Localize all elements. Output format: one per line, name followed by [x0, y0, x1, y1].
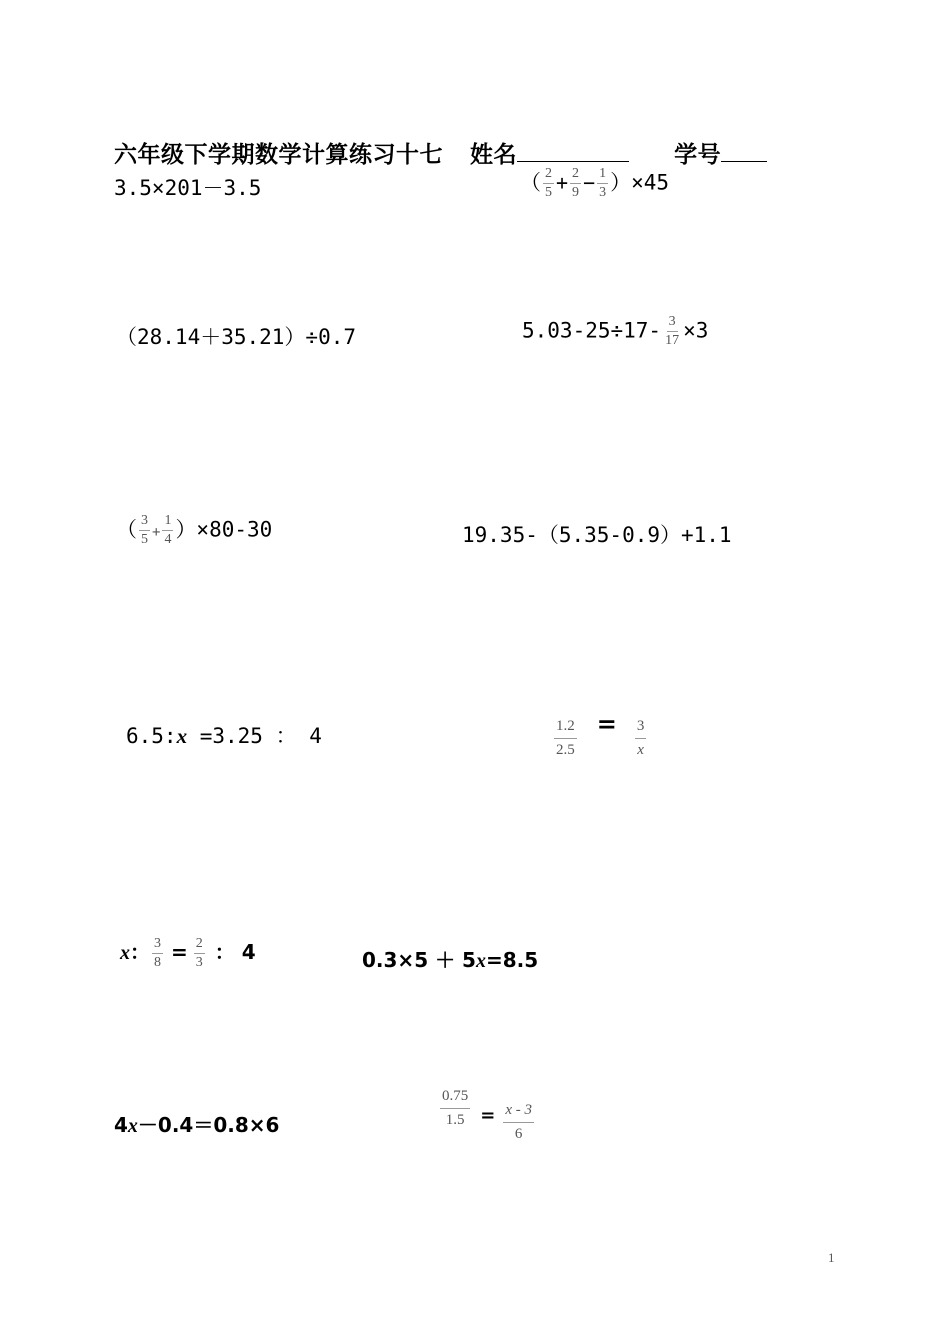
problem-7: 6.5:x =3.25 ： 4 [126, 724, 322, 748]
fraction: $\frac{1}{3}$ [599, 166, 607, 200]
fraction: $\frac{1}{4}$ [164, 513, 172, 547]
name-label: 姓名 [470, 142, 518, 168]
problem-1: 3.5×201－3.5 [114, 176, 262, 200]
fraction: $\frac{x - 3}{6}$ [505, 1102, 532, 1142]
fraction: $\frac{2}{9}$ [572, 166, 580, 200]
page-number: 1 [828, 1250, 835, 1265]
fraction: $\frac{3}{5}$ [141, 513, 148, 547]
problem-3: （28.14＋35.21）÷0.7 [116, 325, 357, 349]
problem-11: 4x－0.4＝0.8×6 [114, 1113, 280, 1137]
variable-x: x [176, 724, 188, 748]
problem-10: 0.3×5 ＋ 5x=8.5 [362, 948, 539, 972]
worksheet-title: 六年级下学期数学计算练习十七 [114, 142, 443, 168]
fraction: $\frac{3}{17}$ [665, 314, 680, 348]
name-blank[interactable] [517, 141, 629, 162]
variable-x: x [475, 950, 486, 972]
fraction: $\frac{1.2}{2.5}$ [556, 718, 575, 758]
fraction: $\frac{2}{5}$ [545, 166, 552, 200]
variable-x: x [120, 942, 130, 964]
fraction: $\frac{3}{8}$ [154, 936, 161, 970]
worksheet-header [114, 136, 767, 169]
fraction: $\frac{0.75}{1.5}$ [442, 1088, 469, 1128]
problem-4: 5.03-25÷17- $\frac{3}{17}$ ×3 [522, 314, 709, 348]
problem-6: 19.35-（5.35-0.9）+1.1 [462, 523, 732, 547]
problem-8: $\frac{1.2}{2.5}$ = $\frac{3}{x}$ [552, 716, 648, 761]
fraction: $\frac{2}{3}$ [195, 936, 203, 970]
problem-12: $\frac{0.75}{1.5}$ = $\frac{x - 3}{6}$ [438, 1086, 536, 1131]
variable-x: x [127, 1115, 138, 1137]
problem-5: （ $\frac{3}{5}$ + $\frac{1}{4}$ ）×80-30 [116, 513, 273, 547]
id-blank[interactable] [721, 141, 767, 162]
fraction: $\frac{3}{x}$ [636, 718, 645, 758]
problem-2: （ $\frac{2}{5}$ + $\frac{2}{9}$ − $\frac{1}{3}$ ）×45 [520, 166, 670, 200]
id-label: 学号 [674, 142, 722, 168]
problem-9: x： $\frac{3}{8}$ = $\frac{2}{3}$ ： 4 [120, 936, 256, 970]
